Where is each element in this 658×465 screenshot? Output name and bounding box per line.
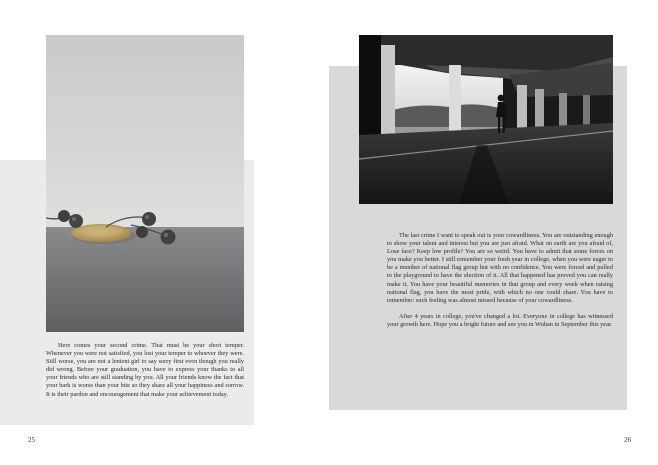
right-body-text (387, 232, 613, 329)
left-paragraph: Here comes your second crime. That must be your short temper. Whenever you were not satisfied, you lost your temper to whoever they were. Still worse, you are not a lenient girl to say sorry first even though you really did wrong. Before your graduation, you have to express your thanks to all your friends who are still standing by you. All your friends know the fact that your bark is worse than your bite so they share all your happiness and sorrow. It is their pardon and encouragement that make your achievement today. (46, 342, 244, 398)
bridge-photo (359, 35, 613, 204)
left-page-number: 25 (28, 436, 35, 444)
still-life-photo (46, 35, 244, 332)
right-paragraph-1: The last crime I want to speak out is your cowardliness. You are outstanding enough to show your talent and interest but you are just afraid. What on earth are you afraid of, Lose face? Keep low profile? You are so weird. You have to admit that some forces on you make you better. I still remember your fresh year in college, when you were eager to be a member of national flag group but with no confidence. You were forced and pulled to the playground to have the election of it. All that happened has proved you can really make it. You have your beautiful memories in that group and every week when raising national flag, you have the most pride, with which no one could share. You have to remember: such feeling was almost missed because of your cowardliness. (387, 232, 613, 304)
left-body-text (46, 342, 244, 399)
right-paragraph-2: After 4 years in college, you've changed a lot. Everyone in college has witnessed your growth here. Hope you a bright future and see you in Wuhan in September this year. (387, 312, 613, 328)
right-page-number: 26 (624, 436, 631, 444)
